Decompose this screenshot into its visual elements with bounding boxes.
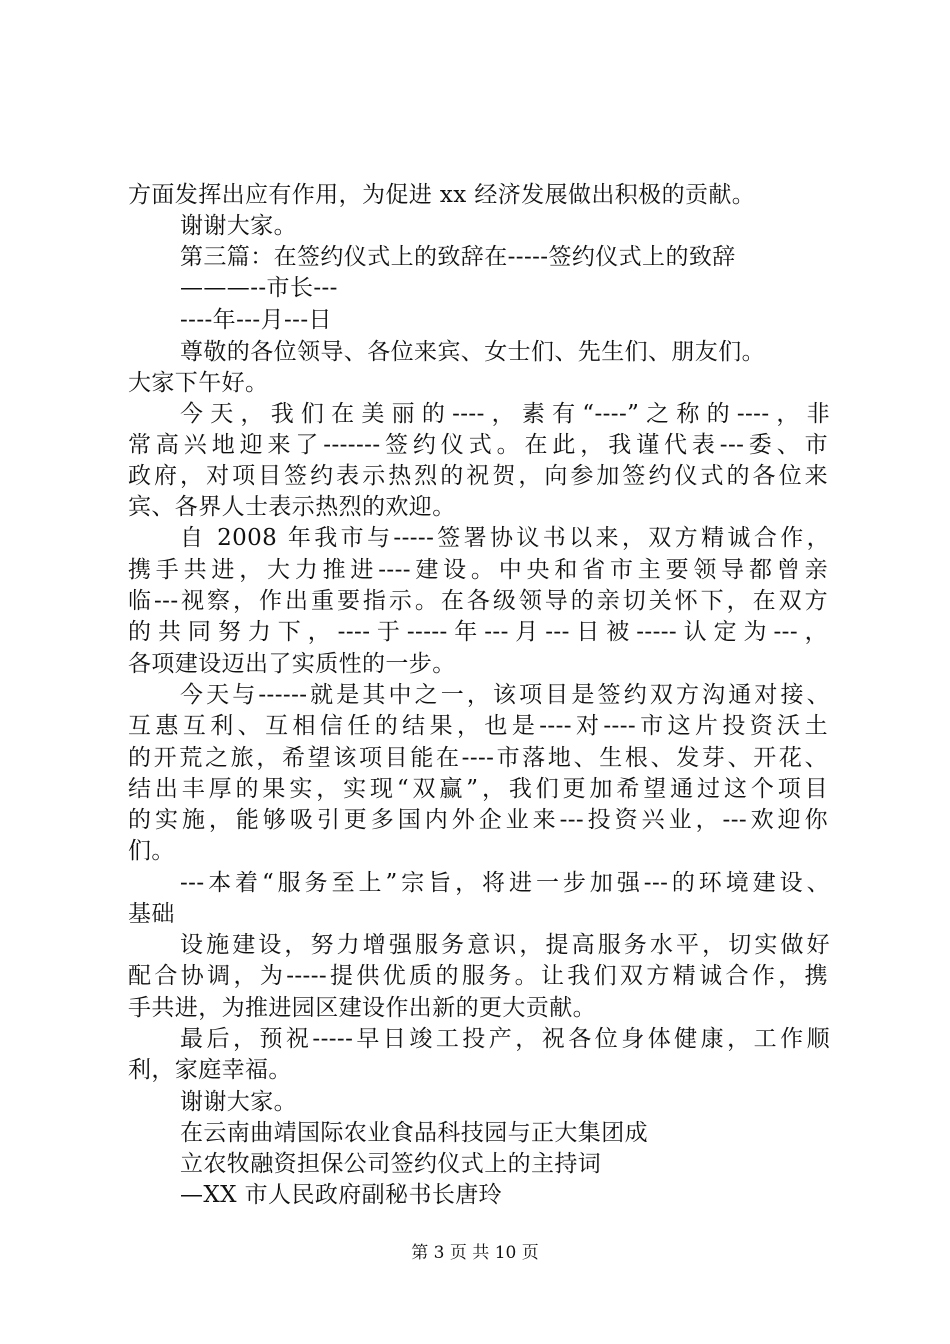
text-line: 尊敬的各位领导、各位来宾、女士们、先生们、朋友们。: [180, 339, 765, 365]
text-line: 设施建设，努力增强服务意识，提高服务水平，切实做好: [180, 932, 830, 958]
text-line: 自 2008 年我市与-----签署协议书以来，双方精诚合作，: [180, 525, 830, 551]
page-number-footer: 第 3 页 共 10 页: [411, 1243, 539, 1263]
text-line: 携手共进，大力推进----建设。中央和省市主要领导都曾亲: [128, 557, 828, 583]
text-line: 的实施，能够吸引更多国内外企业来---投资兴业，---欢迎你: [128, 807, 828, 833]
text-line: 谢谢大家。: [180, 213, 297, 239]
text-line: 各项建设迈出了实质性的一步。: [128, 651, 456, 677]
text-line: ———--市长---: [180, 275, 338, 301]
text-line: 手共进，为推进园区建设作出新的更大贡献。: [128, 995, 596, 1021]
text-line: 今天与------就是其中之一，该项目是签约双方沟通对接、: [180, 682, 830, 708]
text-line: 立农牧融资担保公司签约仪式上的主持词: [180, 1151, 602, 1177]
text-line: —XX 市人民政府副秘书长唐玲: [180, 1182, 503, 1208]
text-line: 配合协调，为-----提供优质的服务。让我们双方精诚合作，携: [128, 963, 828, 989]
text-line: 常高兴地迎来了-------签约仪式。在此，我谨代表---委、市: [128, 432, 828, 458]
text-line: 谢谢大家。: [180, 1089, 297, 1115]
text-line: 结出丰厚的果实，实现“双赢”，我们更加希望通过这个项目: [128, 776, 828, 802]
text-line: 基础: [128, 901, 175, 927]
text-line: 在云南曲靖国际农业食品科技园与正大集团成: [180, 1120, 648, 1146]
text-line: 临---视察，作出重要指示。在各级领导的亲切关怀下，在双方: [128, 588, 828, 614]
text-line: 大家下午好。: [128, 370, 269, 396]
text-line: 宾、各界人士表示热烈的欢迎。: [128, 494, 456, 520]
section-heading: 第三篇：在签约仪式上的致辞在-----签约仪式上的致辞: [180, 244, 736, 270]
text-line: 最后，预祝-----早日竣工投产，祝各位身体健康，工作顺: [180, 1026, 830, 1052]
text-line: 利，家庭幸福。: [128, 1057, 292, 1083]
text-line: 们。: [128, 838, 175, 864]
text-line: 今天，我们在美丽的----，素有“----”之称的----，非: [180, 401, 830, 427]
text-line: 政府，对项目签约表示热烈的祝贺，向参加签约仪式的各位来: [128, 463, 828, 489]
text-line: 的开荒之旅，希望该项目能在----市落地、生根、发芽、开花、: [128, 745, 828, 771]
text-line: ---本着“服务至上”宗旨，将进一步加强---的环境建设、: [180, 870, 830, 896]
text-line: 的共同努力下，----于-----年---月---日被-----认定为---，: [128, 619, 828, 645]
text-line: ----年---月---日: [180, 307, 332, 333]
text-line: 互惠互利、互相信任的结果，也是----对----市这片投资沃土: [128, 713, 828, 739]
text-line: 方面发挥出应有作用，为促进 xx 经济发展做出积极的贡献。: [128, 182, 756, 208]
